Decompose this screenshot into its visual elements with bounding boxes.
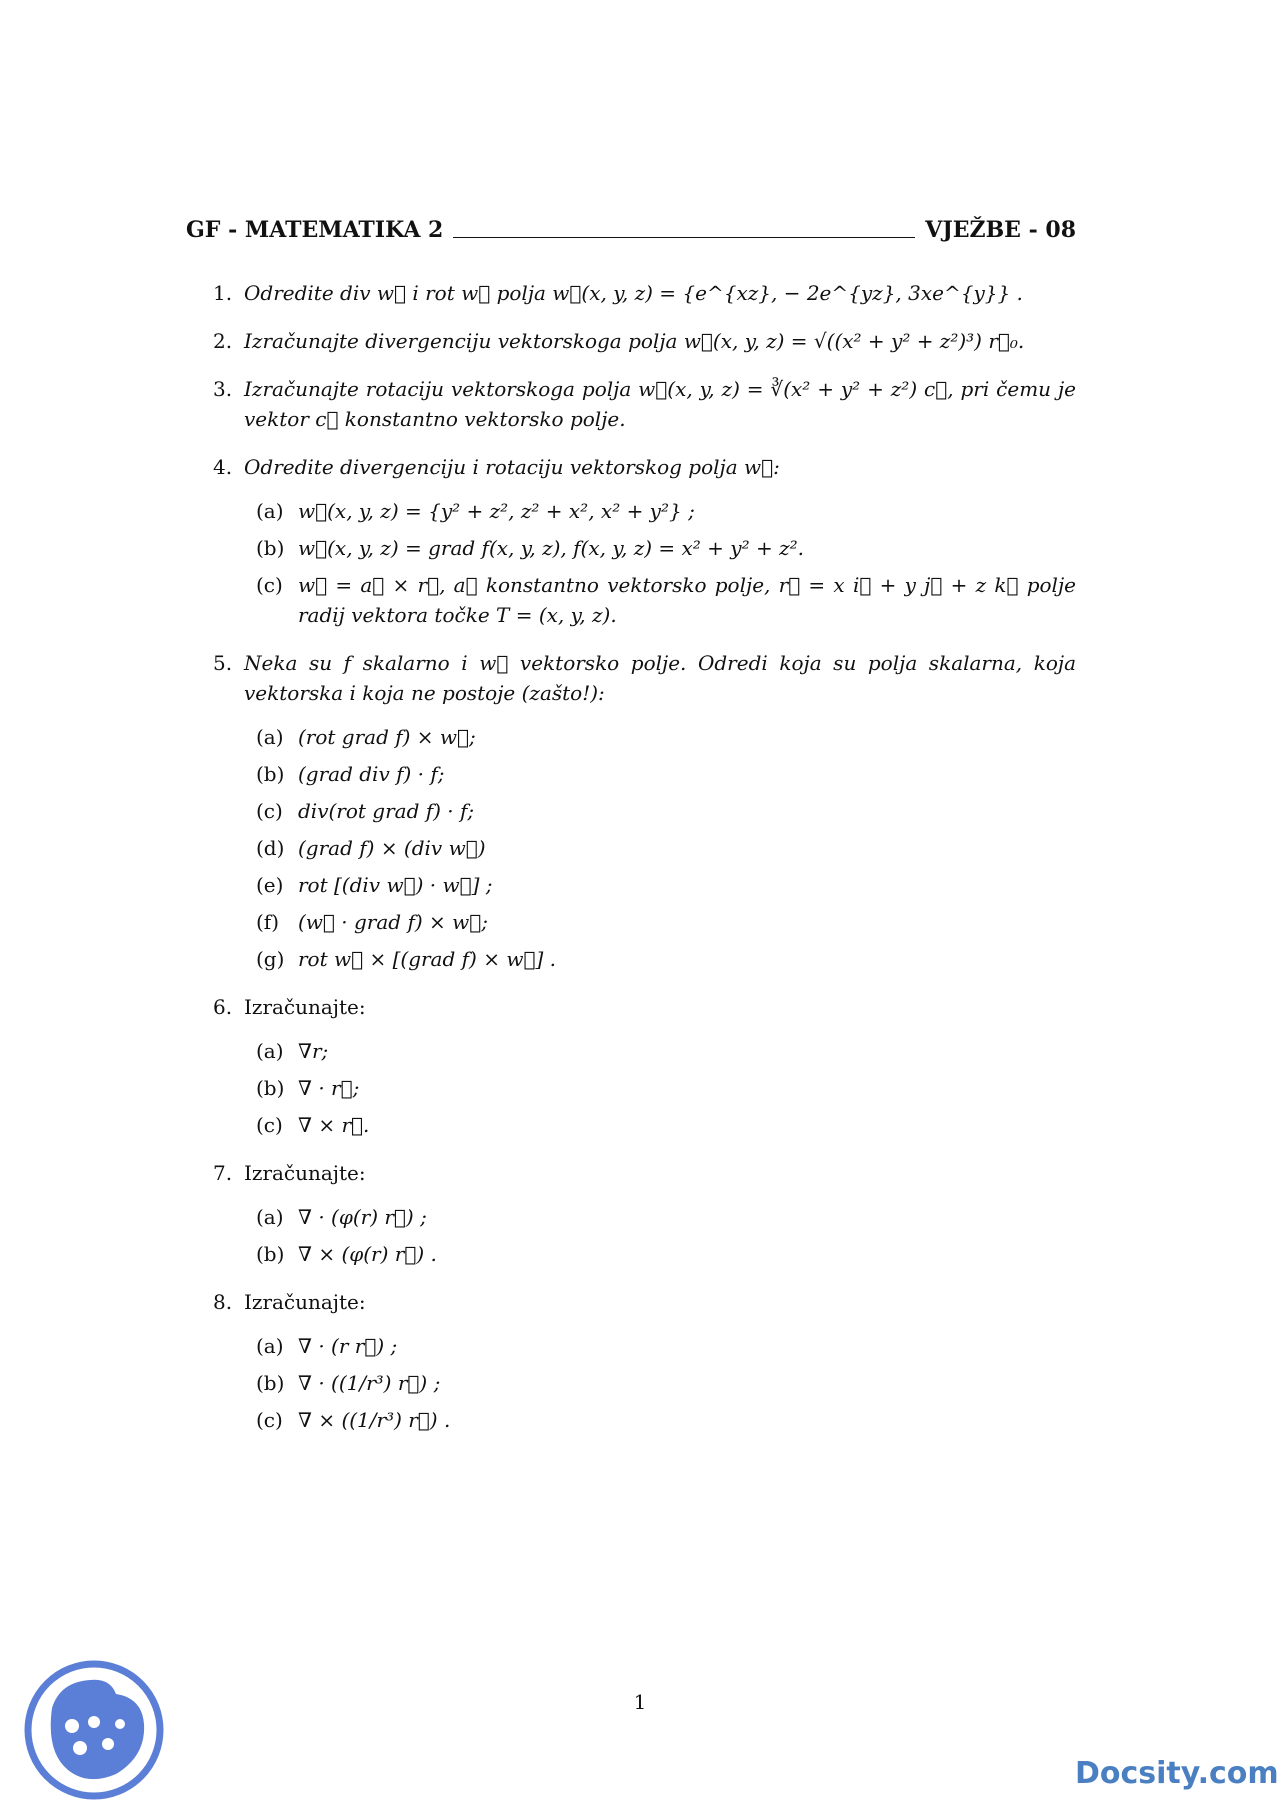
subproblem-item bbox=[256, 796, 1076, 826]
subproblem-item bbox=[256, 1073, 1076, 1103]
subproblem-text: (w⃗ · grad f) × w⃗; bbox=[298, 910, 488, 934]
subproblem-label: (a) bbox=[256, 725, 284, 749]
subproblem-label: (f) bbox=[256, 910, 280, 934]
subproblem-text: ∇ × (φ(r) r⃗) . bbox=[298, 1242, 437, 1266]
subproblem-list bbox=[256, 1202, 1076, 1269]
subproblem-text: ∇ · (φ(r) r⃗) ; bbox=[298, 1205, 427, 1229]
subproblem-item bbox=[256, 1331, 1076, 1361]
problem-3 bbox=[213, 374, 1076, 434]
header-exercise-label: VJEŽBE - 08 bbox=[925, 217, 1076, 243]
watermark-brand: Docsity.com bbox=[1075, 1756, 1279, 1791]
subproblem-label: (c) bbox=[256, 1408, 283, 1432]
problem-number: 1. bbox=[213, 281, 233, 305]
problem-text: Izračunajte: bbox=[244, 1290, 366, 1314]
subproblem-text: w⃗ = a⃗ × r⃗, a⃗ konstantno vektorsko polje, r⃗ = x i⃗ + y j⃗ + z k⃗ polje radij vektora točke T = (x, y, z). bbox=[298, 573, 1076, 627]
subproblem-label: (c) bbox=[256, 573, 283, 597]
subproblem-text: ∇ × r⃗. bbox=[298, 1113, 370, 1137]
subproblem-label: (e) bbox=[256, 873, 284, 897]
subproblem-label: (b) bbox=[256, 1371, 285, 1395]
subproblem-text: ∇ · (r r⃗) ; bbox=[298, 1334, 398, 1358]
subproblem-item bbox=[256, 833, 1076, 863]
subproblem-text: (grad f) × (div w⃗) bbox=[298, 836, 486, 860]
problem-8 bbox=[213, 1287, 1076, 1435]
problem-2 bbox=[213, 326, 1076, 356]
problem-text: Neka su f skalarno i w⃗ vektorsko polje. Odredi koja su polja skalarna, koja vektorska i koja ne postoje (zašto!): bbox=[244, 651, 1076, 705]
subproblem-label: (b) bbox=[256, 1242, 285, 1266]
subproblem-text: (grad div f) · f; bbox=[298, 762, 445, 786]
problem-6 bbox=[213, 992, 1076, 1140]
problem-text: Izračunajte: bbox=[244, 1161, 366, 1185]
problem-text: Odredite div w⃗ i rot w⃗ polja w⃗(x, y, z) = {e^{xz}, − 2e^{yz}, 3xe^{y}} . bbox=[244, 281, 1023, 305]
header-course-title: GF - MATEMATIKA 2 bbox=[186, 217, 444, 243]
subproblem-item bbox=[256, 722, 1076, 752]
problem-number: 8. bbox=[213, 1290, 233, 1314]
problem-text: Izračunajte: bbox=[244, 995, 366, 1019]
subproblem-label: (g) bbox=[256, 947, 285, 971]
subproblem-item bbox=[256, 496, 1076, 526]
subproblem-item bbox=[256, 907, 1076, 937]
page-header bbox=[186, 213, 1076, 243]
subproblem-item bbox=[256, 1036, 1076, 1066]
subproblem-label: (b) bbox=[256, 536, 285, 560]
subproblem-list bbox=[256, 1331, 1076, 1435]
subproblem-text: (rot grad f) × w⃗; bbox=[298, 725, 476, 749]
subproblem-item bbox=[256, 870, 1076, 900]
subproblem-item bbox=[256, 759, 1076, 789]
problem-1 bbox=[213, 278, 1076, 308]
problem-text: Izračunajte divergenciju vektorskoga polja w⃗(x, y, z) = √((x² + y² + z²)³) r⃗₀. bbox=[244, 329, 1025, 353]
problem-number: 7. bbox=[213, 1161, 233, 1185]
problem-list bbox=[213, 278, 1076, 1453]
subproblem-text: ∇ · r⃗; bbox=[298, 1076, 360, 1100]
docsity-logo-icon bbox=[24, 1660, 164, 1800]
subproblem-item bbox=[256, 1110, 1076, 1140]
subproblem-item bbox=[256, 944, 1076, 974]
subproblem-text: ∇ × ((1/r³) r⃗) . bbox=[298, 1408, 451, 1432]
subproblem-label: (b) bbox=[256, 1076, 285, 1100]
subproblem-item bbox=[256, 1368, 1076, 1398]
subproblem-text: ∇ · ((1/r³) r⃗) ; bbox=[298, 1371, 441, 1395]
subproblem-text: w⃗(x, y, z) = {y² + z², z² + x², x² + y²} ; bbox=[298, 499, 695, 523]
subproblem-label: (a) bbox=[256, 1039, 284, 1063]
subproblem-item bbox=[256, 1239, 1076, 1269]
problem-number: 4. bbox=[213, 455, 233, 479]
problem-number: 2. bbox=[213, 329, 233, 353]
subproblem-text: rot [(div w⃗) · w⃗] ; bbox=[298, 873, 493, 897]
subproblem-item bbox=[256, 570, 1076, 630]
subproblem-label: (d) bbox=[256, 836, 285, 860]
subproblem-label: (a) bbox=[256, 1334, 284, 1358]
subproblem-text: w⃗(x, y, z) = grad f(x, y, z), f(x, y, z) = x² + y² + z². bbox=[298, 536, 804, 560]
header-rule bbox=[453, 237, 915, 238]
problem-5 bbox=[213, 648, 1076, 974]
subproblem-text: div(rot grad f) · f; bbox=[298, 799, 475, 823]
subproblem-label: (a) bbox=[256, 1205, 284, 1229]
subproblem-list bbox=[256, 496, 1076, 630]
problem-number: 5. bbox=[213, 651, 233, 675]
problem-text: Izračunajte rotaciju vektorskoga polja w⃗(x, y, z) = ∛(x² + y² + z²) c⃗, pri čemu je vektor c⃗ konstantno vektorsko polje. bbox=[244, 377, 1076, 431]
subproblem-label: (c) bbox=[256, 799, 283, 823]
subproblem-list bbox=[256, 722, 1076, 974]
problem-number: 6. bbox=[213, 995, 233, 1019]
subproblem-item bbox=[256, 533, 1076, 563]
page-number: 1 bbox=[633, 1690, 647, 1714]
problem-4 bbox=[213, 452, 1076, 630]
subproblem-text: rot w⃗ × [(grad f) × w⃗] . bbox=[298, 947, 556, 971]
subproblem-label: (a) bbox=[256, 499, 284, 523]
subproblem-list bbox=[256, 1036, 1076, 1140]
problem-number: 3. bbox=[213, 377, 233, 401]
subproblem-text: ∇r; bbox=[298, 1039, 329, 1063]
subproblem-label: (c) bbox=[256, 1113, 283, 1137]
subproblem-label: (b) bbox=[256, 762, 285, 786]
subproblem-item bbox=[256, 1405, 1076, 1435]
problem-7 bbox=[213, 1158, 1076, 1269]
problem-text: Odredite divergenciju i rotaciju vektorskog polja w⃗: bbox=[244, 455, 780, 479]
subproblem-item bbox=[256, 1202, 1076, 1232]
